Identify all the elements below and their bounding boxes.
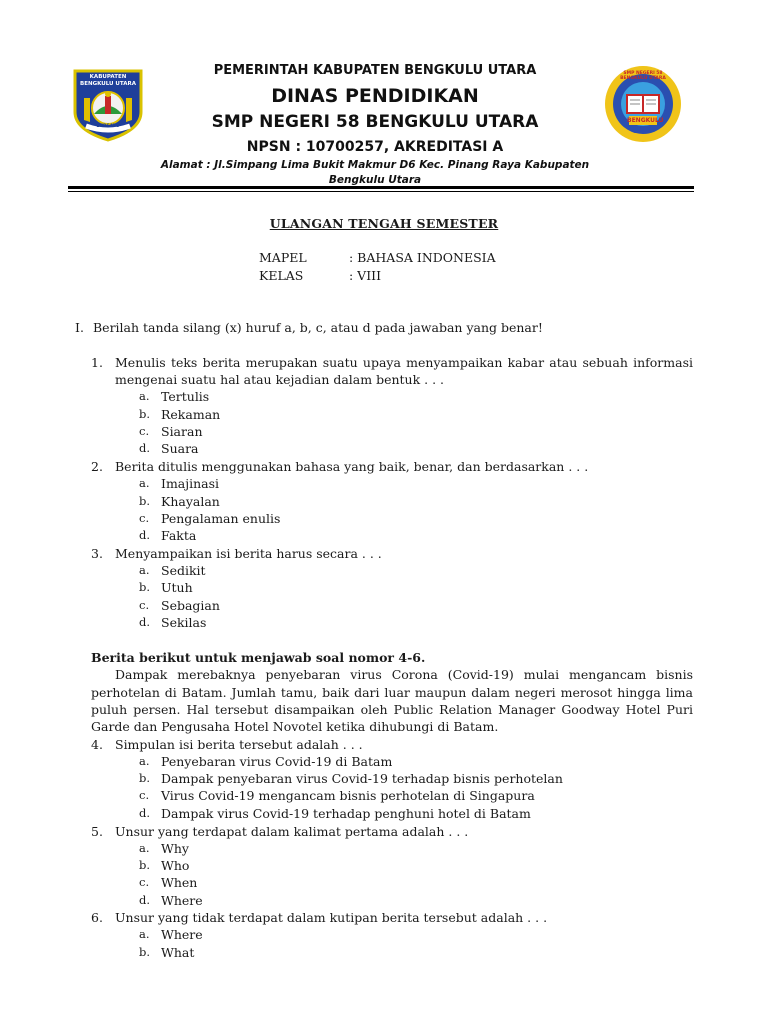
option-text: Dampak penyebaran virus Covid-19 terhadap bisnis perhotelan	[161, 771, 563, 786]
class-value: : VIII	[349, 268, 382, 283]
option-letter: d.	[139, 806, 151, 820]
section-instruction: Berilah tanda silang (x) huruf a, b, c, atau d pada jawaban yang benar!	[93, 320, 543, 335]
letterhead	[150, 62, 600, 188]
question-text: Berita ditulis menggunakan bahasa yang baik, benar, dan berdasarkan . . .	[115, 459, 589, 474]
option-letter: d.	[139, 893, 151, 907]
option-text: Rekaman	[161, 407, 221, 422]
option-text: Where	[161, 893, 203, 908]
option-text: Imajinasi	[161, 476, 220, 491]
option-text: Pengalaman enulis	[161, 511, 281, 526]
question-text: Menyampaikan isi berita harus secara . . .	[115, 546, 382, 561]
option-text: Dampak virus Covid-19 terhadap penghuni hotel di Batam	[161, 806, 531, 821]
question-text: mengenai suatu hal atau kejadian dalam bentuk . . .	[115, 372, 445, 387]
option-letter: a.	[139, 476, 150, 490]
exam-title: ULANGAN TENGAH SEMESTER	[269, 216, 499, 231]
option-letter: a.	[139, 754, 150, 768]
question-number: 2.	[91, 459, 103, 474]
question-number: 1.	[91, 355, 103, 370]
meta-subject	[259, 250, 496, 265]
letterhead-department: DINAS PENDIDIKAN	[271, 85, 479, 107]
school-logo	[603, 64, 683, 144]
option-letter: b.	[139, 771, 151, 785]
option-text: Siaran	[161, 424, 203, 439]
letterhead-address: Alamat : Jl.Simpang Lima Bukit Makmur D6 Kec. Pinang Raya Kabupaten	[160, 159, 590, 171]
option-letter: c.	[139, 875, 150, 889]
option-letter: a.	[139, 563, 150, 577]
option-text: Sebagian	[161, 598, 220, 613]
school-logo-city: BENGKULU	[627, 117, 664, 124]
passage-heading: Berita berikut untuk menjawab soal nomor 4-6.	[91, 650, 426, 665]
option-text: Fakta	[161, 528, 197, 543]
question-text: Unsur yang terdapat dalam kalimat pertama adalah . . .	[115, 824, 469, 839]
school-logo-ring-text: SMP NEGERI 58 BENGKULU UTARA	[620, 71, 666, 81]
question-number: 6.	[91, 910, 103, 925]
option-letter: b.	[139, 945, 151, 959]
question-text: Menulis teks berita merupakan suatu upaya menyampaikan kabar atau sebuah informasi	[115, 355, 693, 370]
option-letter: a.	[139, 841, 150, 855]
header-rule-thick	[68, 186, 694, 189]
regency-logo	[72, 68, 144, 142]
option-letter: b.	[139, 858, 151, 872]
subject-value: : BAHASA INDONESIA	[349, 250, 496, 265]
question-text: Unsur yang tidak terdapat dalam kutipan berita tersebut adalah . . .	[115, 910, 548, 925]
option-letter: c.	[139, 598, 150, 612]
option-letter: d.	[139, 615, 151, 629]
option-letter: c.	[139, 788, 150, 802]
question-text: Simpulan isi berita tersebut adalah . . .	[115, 737, 363, 752]
option-text: Sekilas	[161, 615, 207, 630]
option-text: When	[161, 875, 198, 890]
section-number: I.	[75, 320, 84, 335]
letterhead-address-city: Bengkulu Utara	[328, 174, 422, 186]
letterhead-government: PEMERINTAH KABUPATEN BENGKULU UTARA	[213, 63, 537, 78]
option-text: Who	[161, 858, 190, 873]
option-letter: a.	[139, 389, 150, 403]
subject-label: MAPEL	[259, 250, 307, 265]
meta-class	[259, 268, 381, 283]
class-label: KELAS	[259, 268, 304, 283]
question-number: 4.	[91, 737, 103, 752]
option-letter: b.	[139, 580, 151, 594]
option-text: What	[161, 945, 195, 960]
option-letter: d.	[139, 528, 151, 542]
header-rule-thin	[68, 191, 694, 192]
question-number: 3.	[91, 546, 103, 561]
regency-logo-motto: BERSATU	[96, 124, 120, 129]
letterhead-school: SMP NEGERI 58 BENGKULU UTARA	[211, 112, 539, 132]
option-letter: d.	[139, 441, 151, 455]
question-number: 5.	[91, 824, 103, 839]
option-text: Utuh	[161, 580, 193, 595]
option-letter: b.	[139, 407, 151, 421]
option-text: Virus Covid-19 mengancam bisnis perhotelan di Singapura	[161, 788, 535, 803]
passage-line: Garde dan Pengusaha Hotel Novotel ketika dihubungi di Batam.	[91, 719, 499, 734]
passage-line: Dampak merebaknya penyebaran virus Corona (Covid-19) mulai mengancam bisnis	[115, 667, 693, 682]
option-text: Suara	[161, 441, 199, 456]
letterhead-npsn: NPSN : 10700257, AKREDITASI A	[246, 139, 504, 155]
option-letter: c.	[139, 424, 150, 438]
option-text: Penyebaran virus Covid-19 di Batam	[161, 754, 393, 769]
option-letter: a.	[139, 927, 150, 941]
option-text: Khayalan	[161, 494, 220, 509]
regency-logo-text: KABUPATEN BENGKULU UTARA	[80, 74, 136, 87]
option-text: Sedikit	[161, 563, 206, 578]
option-text: Where	[161, 927, 203, 942]
option-text: Tertulis	[161, 389, 210, 404]
passage-line: puluh persen. Hal tersebut disampaikan oleh Public Relation Manager Goodway Hotel Puri	[91, 702, 693, 717]
option-text: Why	[161, 841, 189, 856]
passage-line: perhotelan di Batam. Jumlah tamu, baik dari luar maupun dalam negeri merosot hingga lima	[91, 685, 693, 700]
option-letter: b.	[139, 494, 151, 508]
option-letter: c.	[139, 511, 150, 525]
